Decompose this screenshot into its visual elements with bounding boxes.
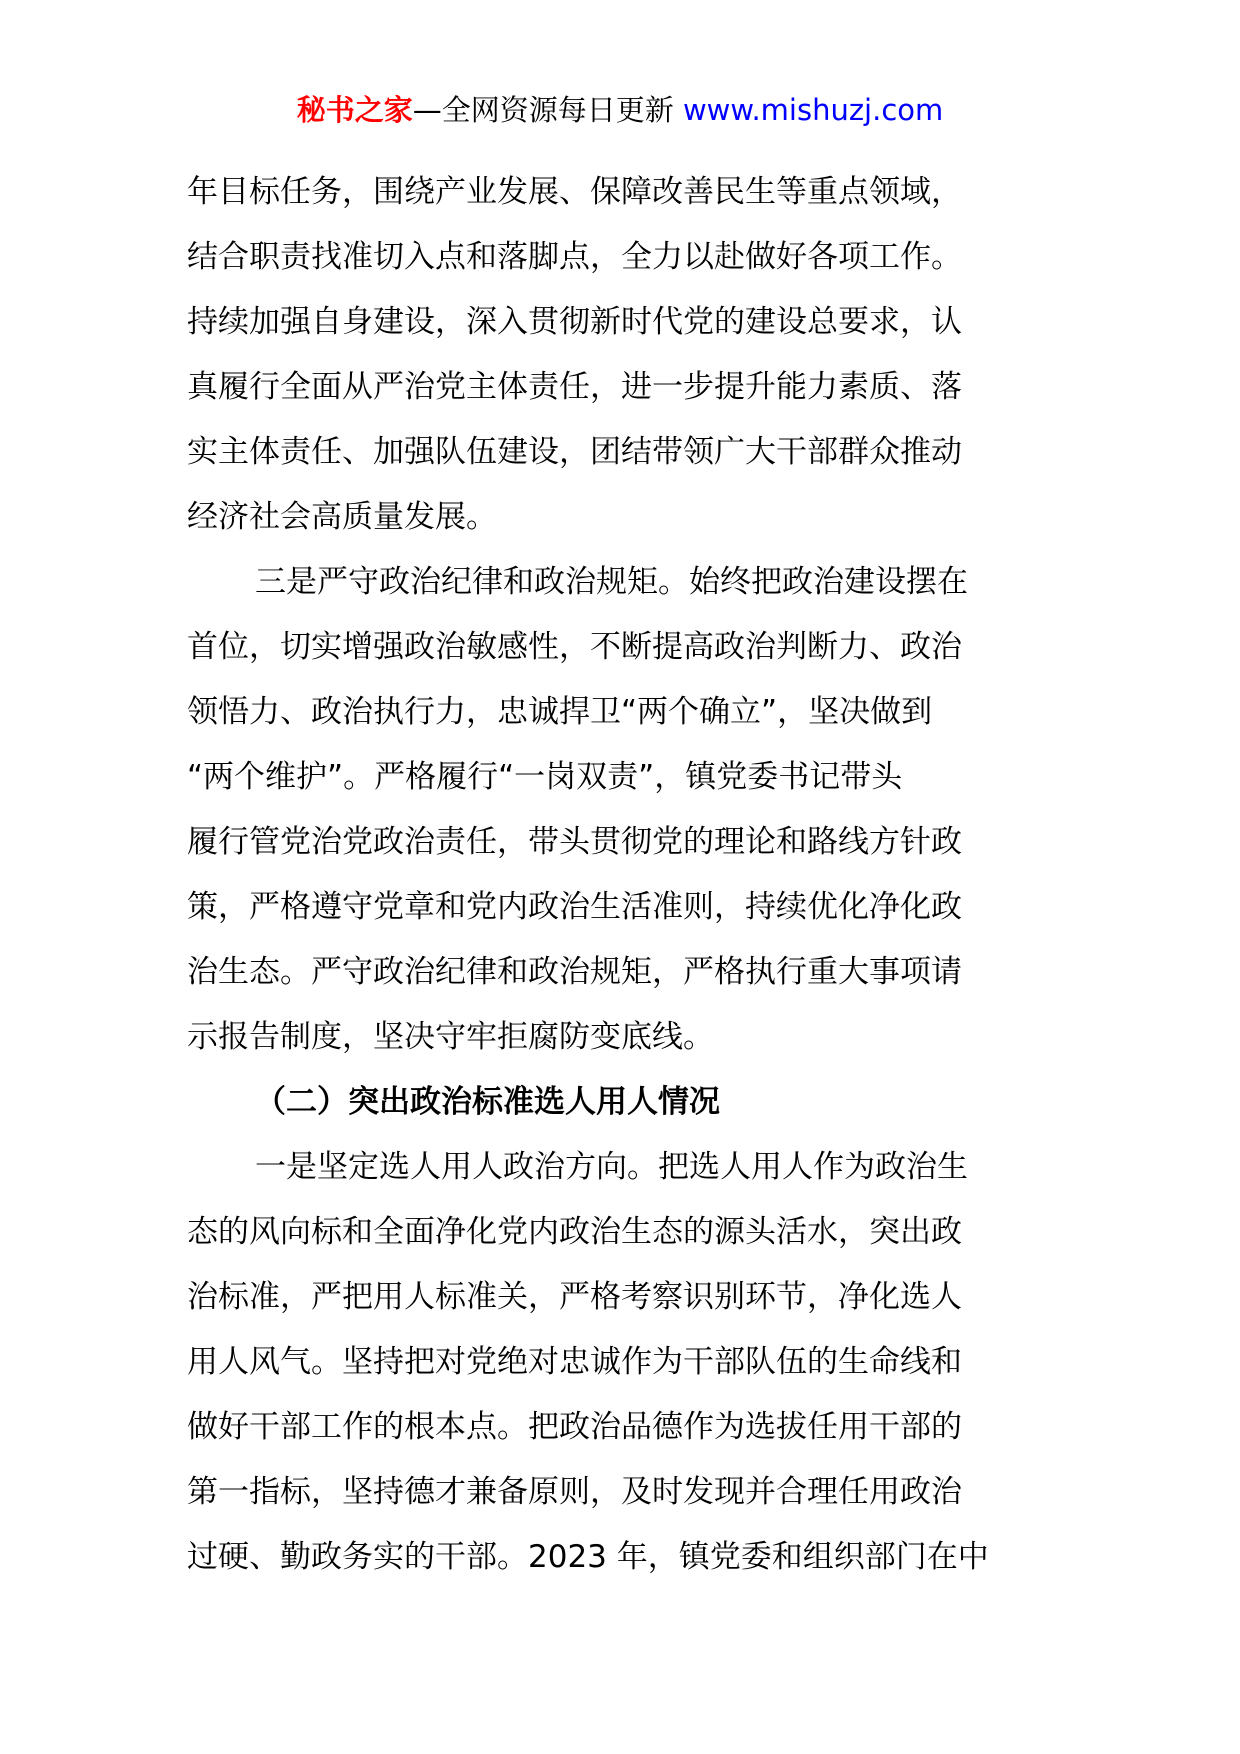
site-slogan: —全网资源每日更新 bbox=[412, 93, 683, 127]
text-line: 首位，切实增强政治敏感性，不断提高政治判断力、政治 bbox=[187, 629, 962, 665]
text-line: 履行管党治党政治责任，带头贯彻党的理论和路线方针政 bbox=[187, 824, 962, 860]
paragraph-first-line: 一是坚定选人用人政治方向。把选人用人作为政治生 bbox=[255, 1149, 968, 1185]
paragraph-first-line: 三是严守政治纪律和政治规矩。始终把政治建设摆在 bbox=[255, 564, 968, 600]
text-line: 策，严格遵守党章和党内政治生活准则，持续优化净化政 bbox=[187, 889, 962, 925]
text-line: 领悟力、政治执行力，忠诚捍卫“两个确立”，坚决做到 bbox=[187, 694, 933, 730]
text-line: 用人风气。坚持把对党绝对忠诚作为干部队伍的生命线和 bbox=[187, 1344, 962, 1380]
site-brand: 秘书之家 bbox=[296, 93, 413, 127]
text-line: 过硬、勤政务实的干部。2023 年，镇党委和组织部门在中 bbox=[187, 1539, 989, 1575]
text-line: 实主体责任、加强队伍建设，团结带领广大干部群众推动 bbox=[187, 434, 962, 470]
site-header bbox=[0, 88, 1240, 132]
text-line: “两个维护”。严格履行“一岗双责”，镇党委书记带头 bbox=[187, 759, 903, 795]
document-body bbox=[187, 160, 1057, 1590]
text-line: 年目标任务，围绕产业发展、保障改善民生等重点领域， bbox=[187, 174, 962, 210]
text-line: 示报告制度，坚决守牢拒腐防变底线。 bbox=[187, 1019, 714, 1055]
text-line: 持续加强自身建设，深入贯彻新时代党的建设总要求，认 bbox=[187, 304, 962, 340]
text-line: 做好干部工作的根本点。把政治品德作为选拔任用干部的 bbox=[187, 1409, 962, 1445]
text-line: 真履行全面从严治党主体责任，进一步提升能力素质、落 bbox=[187, 369, 962, 405]
text-line: 经济社会高质量发展。 bbox=[187, 499, 497, 535]
text-line: 治生态。严守政治纪律和政治规矩，严格执行重大事项请 bbox=[187, 954, 962, 990]
section-heading: （二）突出政治标准选人用人情况 bbox=[255, 1084, 720, 1120]
site-url-link[interactable]: www.mishuzj.com bbox=[682, 93, 944, 127]
text-line: 第一指标，坚持德才兼备原则，及时发现并合理任用政治 bbox=[187, 1474, 962, 1510]
text-line: 结合职责找准切入点和落脚点，全力以赴做好各项工作。 bbox=[187, 239, 962, 275]
text-line: 态的风向标和全面净化党内政治生态的源头活水，突出政 bbox=[187, 1214, 962, 1250]
text-line: 治标准，严把用人标准关，严格考察识别环节，净化选人 bbox=[187, 1279, 962, 1315]
